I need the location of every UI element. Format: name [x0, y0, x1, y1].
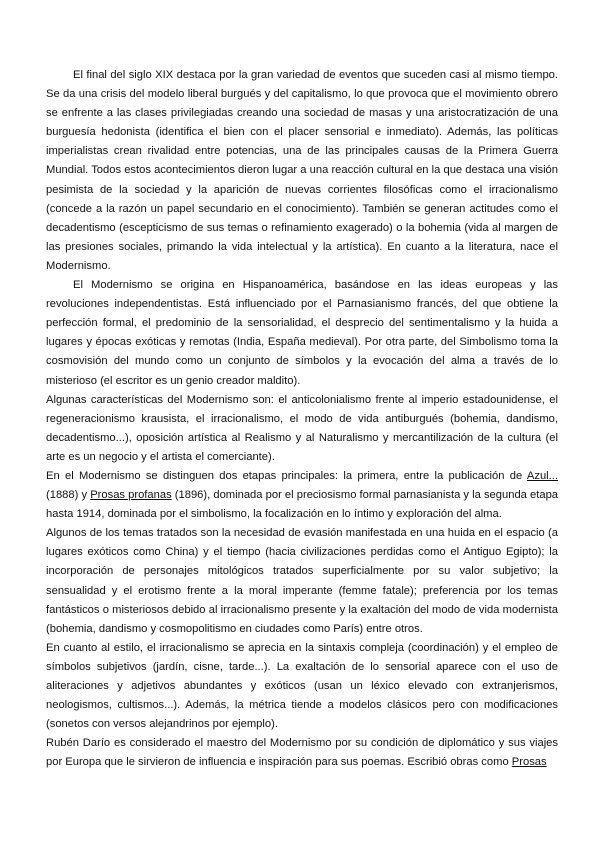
stages-text-c: (1896), dominada por el preciosismo formal parnasianista y la segunda etapa hasta 1914, dominada por el simbolismo, la focalización en lo íntimo y exploración del alma.: [46, 489, 559, 521]
title-prosas-profanas-link[interactable]: Prosas profanas: [90, 489, 172, 502]
paragraph-context: El final del siglo XIX destaca por la gran variedad de eventos que suceden casi al mismo tiempo. Se da una crisis del modelo liberal burgués y del capitalismo, lo que provoca que el movimiento obrero se enfrente a las clases privilegiadas creando una sociedad de masas y una aristocratización de una burguesía hedonista (identifica el bien con el placer sensorial e inmediato). Además, las políticas imperialistas crean rivalidad entre potencias, una de las principales causas de la Primera Guerra Mundial. Todos estos acontecimientos dieron lugar a una reacción cultural en la que destaca una visión pesimista de la sociedad y la aparición de nuevas corrientes filosóficas como el irracionalismo (concede a la razón un papel secundario en el conocimiento). También se generan actitudes como el decadentismo (escepticismo de sus temas o refinamiento exagerado) o la bohemia (vida al margen de las presiones sociales, primando la vida intelectual y la artística). En cuanto a la literatura, nace el Modernismo.: [46, 69, 558, 272]
title-azul-link[interactable]: Azul...: [526, 469, 558, 482]
paragraph-style: En cuanto al estilo, el irracionalismo se aprecia en la sintaxis compleja (coordinación) y el empleo de símbolos subjetivos (jardín, cisne, tarde...). La exaltación de lo sensorial aparece con el uso de aliteraciones y adjetivos abundantes y exóticos (usan un léxico elevado con extranjerismos, neologismos, cultismos...). Además, la métrica tiende a modelos clásicos pero con modificaciones (sonetos con versos alejandrinos por ejemplo).: [46, 641, 558, 731]
paragraph-themes: Algunos de los temas tratados son la necesidad de evasión manifestada en una huida en el espacio (a lugares exóticos como China) y el tiempo (hacia civilizaciones perdidas como el Antiguo Egipto); la incorporación de personajes mitológicos tratados superficialmente por su valor subjetivo; la sensualidad y el erotismo frente a la moral imperante (femme fatale); preferencia por los temas fantásticos o misteriosos debido al irracionalismo presente y la exaltación del modo de vida modernista (bohemia, dandismo y cosmopolitismo en ciudades como París) entre otros.: [46, 527, 558, 635]
paragraph-ruben-dario: [46, 734, 558, 772]
stages-text-b: (1888) y: [46, 489, 91, 502]
paragraph-origin: El Modernismo se origina en Hispanoamérica, basándose en las ideas europeas y las revoluciones independentistas. Está influenciado por el Parnasianismo francés, del que obtiene la perfección formal, el predominio de la sensorialidad, el desprecio del sentimentalismo y la huida a lugares y épocas exóticas y remotas (India, España medieval). Por otra parte, del Simbolismo toma la cosmovisión del mundo como un conjunto de símbolos y la evocación del alma a través de lo misterioso (el escritor es un genio creador maldito).: [46, 279, 558, 387]
paragraph-stages: [46, 467, 558, 524]
stages-text-a: En el Modernismo se distinguen dos etapas principales: la primera, entre la publicación de: [46, 469, 527, 482]
title-prosas-link[interactable]: Prosas: [511, 756, 547, 769]
dario-text-a: Rubén Darío es considerado el maestro del Modernismo por su condición de diplomático y sus viajes por Europa que le sirvieron de influencia e inspiración para sus poemas. Escribió obras como: [46, 737, 558, 769]
document-page: [46, 66, 558, 772]
paragraph-characteristics: Algunas características del Modernismo son: el anticolonialismo frente al imperio estadounidense, el regeneracionismo krausista, el irracionalismo, el modo de vida antiburgués (bohemia, dandismo, decadentismo...), oposición artística al Realismo y al Naturalismo y mercantilización de la cultura (el arte es un negocio y el artista el comerciante).: [46, 393, 558, 463]
